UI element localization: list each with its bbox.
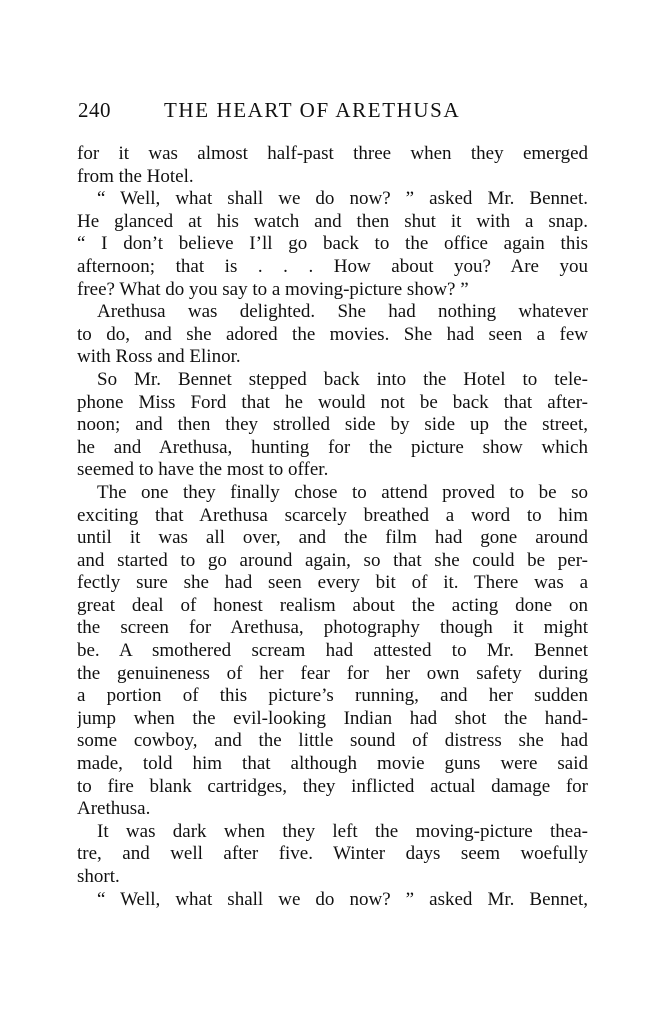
text-line: and started to go around again, so that she could be per- [77, 549, 588, 571]
body-text [77, 143, 588, 911]
text-line: “ Well, what shall we do now? ” asked Mr. Bennet. [97, 188, 588, 210]
text-line: It was dark when they left the moving-picture thea- [97, 820, 588, 842]
text-line: the screen for Arethusa, photography though it might [77, 617, 588, 639]
text-line: fectly sure she had seen every bit of it. There was a [77, 572, 588, 594]
text-line: with Ross and Elinor. [77, 346, 241, 368]
text-line: jump when the evil-looking Indian had shot the hand- [77, 707, 588, 729]
text-line: a portion of this picture’s running, and her sudden [77, 685, 588, 707]
text-line: afternoon; that is . . . How about you? Are you [77, 255, 588, 277]
text-line: the genuineness of her fear for her own safety during [77, 662, 588, 684]
text-line: for it was almost half-past three when they emerged [77, 143, 588, 164]
text-line: exciting that Arethusa scarcely breathed a word to him [77, 504, 588, 526]
running-title: THE HEART OF ARETHUSA [164, 98, 461, 122]
page-number: 240 [78, 98, 111, 122]
text-line: The one they finally chose to attend proved to be so [97, 481, 588, 503]
text-line: short. [77, 866, 120, 887]
text-line: some cowboy, and the little sound of distress she had [77, 730, 588, 752]
text-line: tre, and well after five. Winter days seem woefully [77, 843, 588, 865]
text-line: made, told him that although movie guns were said [77, 753, 588, 775]
text-line: he and Arethusa, hunting for the picture show which [77, 436, 588, 458]
text-line: “ I don’t believe I’ll go back to the office again this [77, 233, 588, 255]
text-line: phone Miss Ford that he would not be back that after- [77, 391, 588, 413]
text-line: to do, and she adored the movies. She had seen a few [77, 323, 588, 345]
text-line: So Mr. Bennet stepped back into the Hotel to tele- [97, 368, 588, 390]
text-line: be. A smothered scream had attested to Mr. Bennet [77, 640, 588, 662]
text-line: from the Hotel. [77, 165, 194, 187]
text-line: to fire blank cartridges, they inflicted actual damage for [77, 775, 588, 797]
text-line: noon; and then they strolled side by side up the street, [77, 414, 588, 436]
text-line: seemed to have the most to offer. [77, 459, 329, 481]
text-line: “ Well, what shall we do now? ” asked Mr. Bennet, [97, 888, 588, 910]
text-line: Arethusa. [77, 798, 151, 820]
text-line: until it was all over, and the film had gone around [77, 527, 588, 549]
text-line: He glanced at his watch and then shut it with a snap. [77, 210, 588, 232]
text-line: free? What do you say to a moving-picture show? ” [77, 278, 469, 300]
text-line: great deal of honest realism about the acting done on [77, 594, 588, 616]
text-line: Arethusa was delighted. She had nothing whatever [97, 301, 588, 323]
page-header [78, 98, 598, 126]
